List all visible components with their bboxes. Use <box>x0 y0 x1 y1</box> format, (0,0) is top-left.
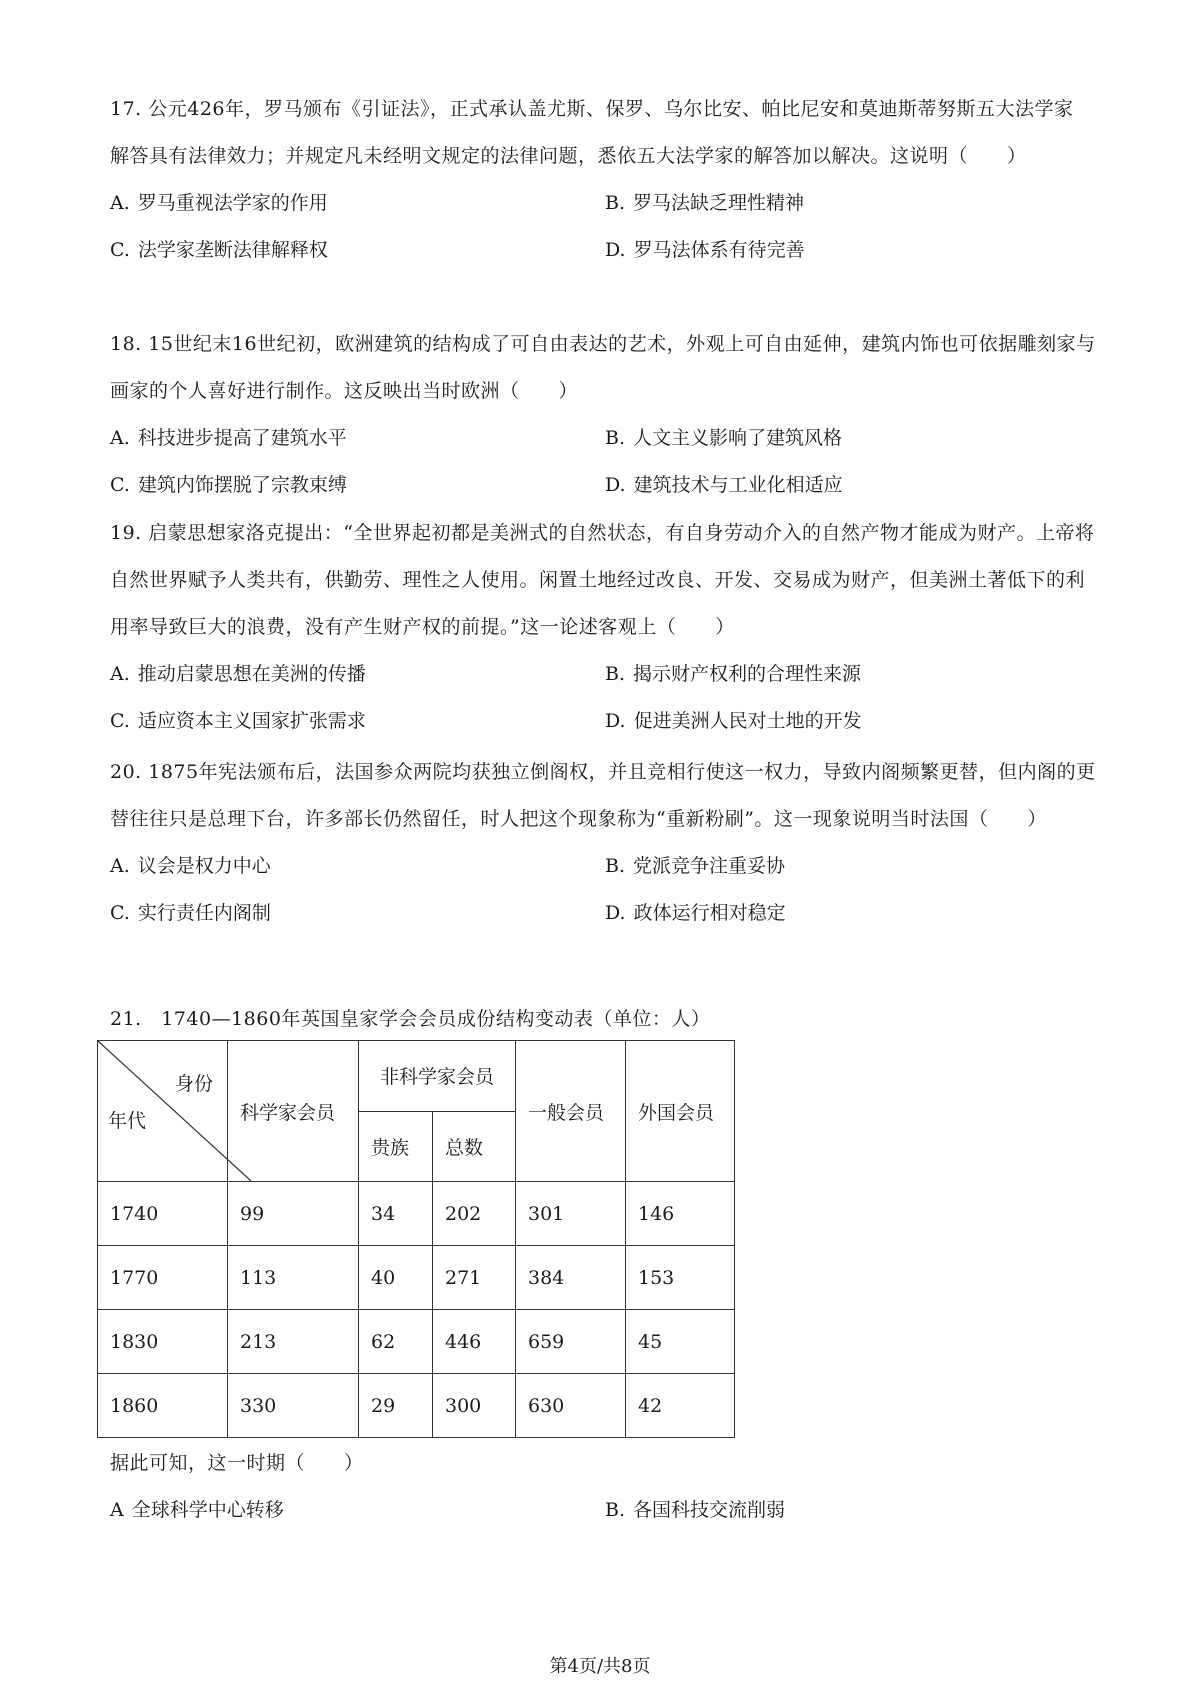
cell-total: 271 <box>433 1246 516 1310</box>
option-c[interactable]: C. 实行责任内阁制 <box>110 902 271 924</box>
page-number: 第4页/共8页 <box>549 1656 651 1677</box>
header-year: 年代 <box>108 1110 147 1132</box>
option-d[interactable]: D. 政体运行相对稳定 <box>605 902 786 924</box>
table-corner-cell <box>98 1041 228 1182</box>
options-row <box>110 180 1100 227</box>
option-d[interactable]: D. 罗马法体系有待完善 <box>605 239 805 261</box>
question-19 <box>110 510 1100 745</box>
option-c[interactable]: C. 适应资本主义国家扩张需求 <box>110 710 366 732</box>
table-row <box>98 1310 735 1374</box>
question-21 <box>110 996 1100 1043</box>
header-foreign: 外国会员 <box>626 1041 735 1182</box>
options-row <box>110 698 1100 745</box>
option-a[interactable]: A. 科技进步提高了建筑水平 <box>110 427 347 449</box>
cell-year: 1830 <box>98 1310 228 1374</box>
question-prompt: 据此可知，这一时期（ ） <box>110 1452 364 1474</box>
options-row <box>110 415 1100 462</box>
option-b[interactable]: B. 罗马法缺乏理性精神 <box>605 192 805 214</box>
cell-scientist: 213 <box>228 1310 359 1374</box>
options-row <box>110 890 1100 937</box>
option-a[interactable]: A. 罗马重视法学家的作用 <box>110 192 328 214</box>
cell-scientist: 113 <box>228 1246 359 1310</box>
cell-noble: 34 <box>359 1182 433 1246</box>
question-text: 19. 启蒙思想家洛克提出：“全世界起初都是美洲式的自然状态，有自身劳动介入的自然产物才能成为财产。上帝将自然世界赋予人类共有，供勤劳、理性之人使用。闲置土地经过改良、开发、交易成为财产，但美洲土著低下的利用率导致巨大的浪费，没有产生财产权的前提。”这一论述客观上（ ） <box>110 522 1095 638</box>
header-identity: 身份 <box>174 1073 213 1095</box>
option-a[interactable]: A 全球科学中心转移 <box>110 1499 284 1521</box>
option-a[interactable]: A. 推动启蒙思想在美洲的传播 <box>110 663 366 685</box>
option-b[interactable]: B. 人文主义影响了建筑风格 <box>605 427 843 449</box>
cell-general: 630 <box>516 1374 626 1438</box>
cell-general: 384 <box>516 1246 626 1310</box>
cell-foreign: 45 <box>626 1310 735 1374</box>
question-21-continued <box>110 1440 1100 1534</box>
table-row <box>98 1182 735 1246</box>
question-text: 21. 1740—1860年英国皇家学会会员成份结构变动表（单位：人） <box>110 1008 711 1030</box>
option-d[interactable]: D. 促进美洲人民对土地的开发 <box>605 710 862 732</box>
table-row <box>98 1246 735 1310</box>
cell-noble: 62 <box>359 1310 433 1374</box>
header-non-scientist: 非科学家会员 <box>359 1041 516 1112</box>
question-17 <box>110 86 1100 274</box>
options-row <box>110 227 1100 274</box>
cell-total: 446 <box>433 1310 516 1374</box>
cell-noble: 40 <box>359 1246 433 1310</box>
header-total: 总数 <box>433 1111 516 1182</box>
cell-noble: 29 <box>359 1374 433 1438</box>
cell-foreign: 42 <box>626 1374 735 1438</box>
header-noble: 贵族 <box>359 1111 433 1182</box>
options-row <box>110 651 1100 698</box>
cell-year: 1740 <box>98 1182 228 1246</box>
option-d[interactable]: D. 建筑技术与工业化相适应 <box>605 474 843 496</box>
question-text: 18. 15世纪末16世纪初，欧洲建筑的结构成了可自由表达的艺术，外观上可自由延伸，建筑内饰也可依据雕刻家与画家的个人喜好进行制作。这反映出当时欧洲（ ） <box>110 333 1096 402</box>
cell-year: 1770 <box>98 1246 228 1310</box>
question-text: 20. 1875年宪法颁布后，法国参众两院均获独立倒阁权，并且竞相行使这一权力，导致内阁频繁更替，但内阁的更替往往只是总理下台，许多部长仍然留任，时人把这个现象称为“重新粉刷”。这一现象说明当时法国（ ） <box>110 761 1096 830</box>
cell-scientist: 99 <box>228 1182 359 1246</box>
cell-foreign: 153 <box>626 1246 735 1310</box>
option-c[interactable]: C. 建筑内饰摆脱了宗教束缚 <box>110 474 347 496</box>
cell-year: 1860 <box>98 1374 228 1438</box>
question-20 <box>110 749 1100 937</box>
options-row <box>110 843 1100 890</box>
header-general: 一般会员 <box>516 1041 626 1182</box>
option-b[interactable]: B. 党派竞争注重妥协 <box>605 855 786 877</box>
options-row <box>110 1487 1100 1534</box>
cell-general: 301 <box>516 1182 626 1246</box>
cell-general: 659 <box>516 1310 626 1374</box>
cell-scientist: 330 <box>228 1374 359 1438</box>
question-18 <box>110 321 1100 509</box>
options-row <box>110 462 1100 509</box>
cell-total: 202 <box>433 1182 516 1246</box>
option-c[interactable]: C. 法学家垄断法律解释权 <box>110 239 328 261</box>
table-row <box>98 1374 735 1438</box>
member-structure-table <box>97 1040 735 1438</box>
header-scientist: 科学家会员 <box>228 1041 359 1182</box>
option-a[interactable]: A. 议会是权力中心 <box>110 855 271 877</box>
question-text: 17. 公元426年，罗马颁布《引证法》，正式承认盖尤斯、保罗、乌尔比安、帕比尼安和莫迪斯蒂努斯五大法学家 解答具有法律效力；并规定凡未经明文规定的法律问题，悉依五大法学家的解答加以解决。这说明（ ） <box>110 98 1094 167</box>
cell-total: 300 <box>433 1374 516 1438</box>
option-b[interactable]: B. 各国科技交流削弱 <box>605 1499 786 1521</box>
cell-foreign: 146 <box>626 1182 735 1246</box>
option-b[interactable]: B. 揭示财产权利的合理性来源 <box>605 663 862 685</box>
